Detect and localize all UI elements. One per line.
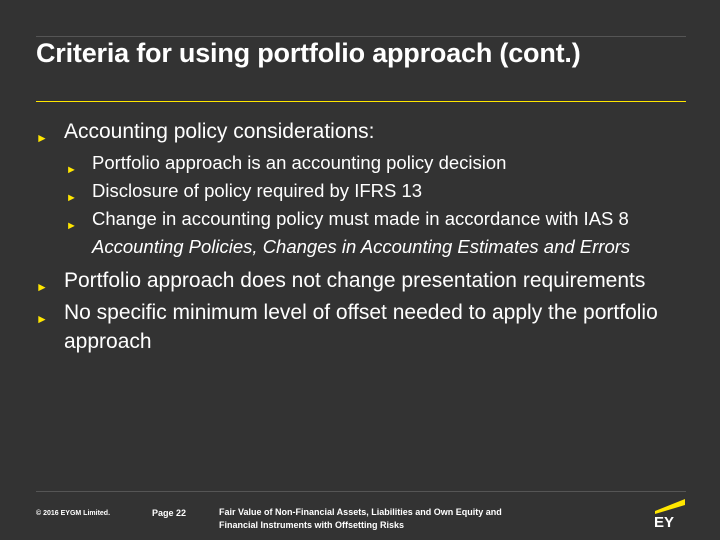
title-underline: [36, 101, 686, 102]
bullet-presentation: [36, 266, 696, 295]
sub-bullet-change-policy: [36, 205, 696, 261]
footer-divider: [36, 491, 686, 492]
sub-bullet-text: Portfolio approach is an accounting policy decision: [92, 152, 507, 173]
bullet-arrow-icon: ►: [66, 220, 77, 232]
slide-body: [36, 117, 696, 359]
ey-logo-beam: [655, 499, 685, 514]
bullet-arrow-icon: ►: [66, 164, 77, 176]
bullet-offset-level: [36, 298, 696, 356]
footer-deck-title: Fair Value of Non-Financial Assets, Liabilities and Own Equity and Financial Instruments with Offsetting Risks: [219, 507, 502, 530]
bullet-arrow-icon: ►: [36, 280, 48, 294]
bullet-arrow-icon: ►: [66, 192, 77, 204]
bullet-text: No specific minimum level of offset needed to apply the portfolio approach: [64, 301, 658, 353]
standard-title-italic: Accounting Policies, Changes in Accounting Estimates and Errors: [92, 236, 631, 257]
bullet-accounting-policy: [36, 117, 696, 146]
bullet-text: Portfolio approach does not change presentation requirements: [64, 269, 646, 292]
sub-bullet-text: Disclosure of policy required by IFRS 13: [92, 180, 423, 201]
bullet-arrow-icon: ►: [36, 312, 48, 326]
page-number: Page 22: [152, 508, 187, 518]
bullet-text: Accounting policy considerations:: [64, 120, 375, 143]
ey-logo-text: EY: [654, 514, 675, 529]
copyright-notice: © 2016 EYGM Limited.: [36, 510, 111, 517]
sub-bullet-disclosure: [36, 177, 696, 205]
bullet-arrow-icon: ►: [36, 131, 48, 145]
sub-bullet-text: Change in accounting policy must made in accordance with IAS 8: [92, 208, 629, 229]
sub-bullet-policy-decision: [36, 149, 696, 177]
slide-title: Criteria for using portfolio approach (cont.): [36, 38, 581, 68]
ey-logo-icon: [651, 497, 687, 529]
